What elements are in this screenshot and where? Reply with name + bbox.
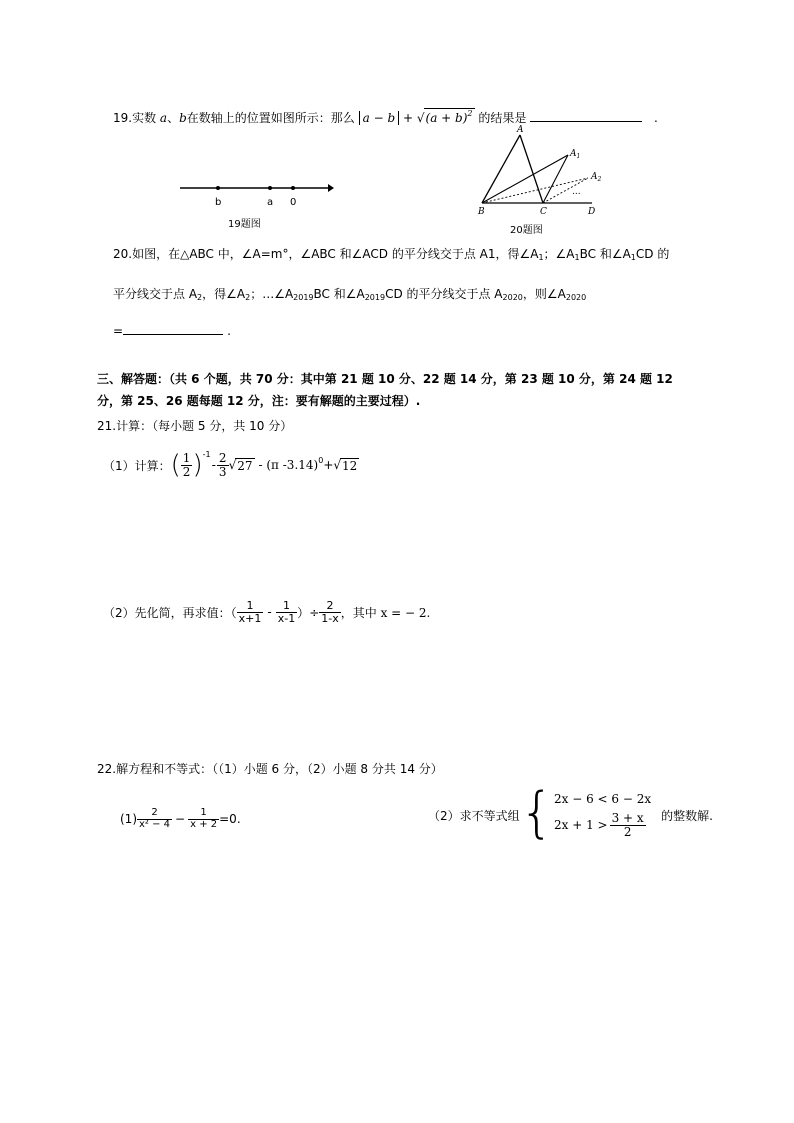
frac-num: 2 <box>218 450 227 465</box>
answer-blank[interactable] <box>123 322 223 335</box>
sqrt-27: 27 <box>237 458 253 473</box>
pi-term: - (π -3.14) <box>258 458 319 472</box>
frac-num: 1 <box>276 600 297 613</box>
label-A2 <box>590 172 602 183</box>
q19-sep: 、 <box>167 111 180 125</box>
label-A1-letter: A <box>570 149 577 159</box>
label-a: a <box>267 197 274 208</box>
fraction-1-over-x-minus-1 <box>276 600 297 624</box>
sub-2019: 2019 <box>293 293 314 302</box>
q21-p2-tail: ，其中 x = − 2. <box>340 605 431 620</box>
frac-num: 2 <box>137 808 172 820</box>
q20-line2-f: ，则∠A <box>522 287 566 301</box>
q21-p2-label: （2）先化简，再求值：（ <box>103 605 237 620</box>
q20-line2-d: BC 和∠A <box>313 287 365 301</box>
minus-sign: - <box>211 458 216 472</box>
frac-den: 3 <box>218 464 227 479</box>
exponent-zero: 0 <box>318 456 324 465</box>
side-AC <box>520 135 543 203</box>
inequality-2-left: 2x + 1 > <box>554 818 608 832</box>
frac-num: 1 <box>182 450 191 465</box>
minus-sign: - <box>267 605 272 620</box>
right-paren: ) <box>192 450 203 480</box>
abs-expression: a − b <box>359 111 400 125</box>
q20-line3-b: . <box>227 324 231 338</box>
q20-line1-c: BC 和∠A <box>579 247 631 261</box>
plus-sign: + <box>323 458 334 472</box>
frac-den: x-1 <box>277 611 296 625</box>
q20-line1-a: 20.如图，在△ABC 中，∠A=m°，∠ABC 和∠ACD 的平分线交于点 A1，得∠A <box>113 247 539 261</box>
label-A2-sub: 2 <box>597 176 602 183</box>
left-paren: ( <box>170 450 181 480</box>
arrow-head-icon <box>328 184 334 192</box>
inequality-1: 2x − 6 < 6 − 2x <box>554 791 652 806</box>
var-b: b <box>179 111 187 125</box>
q20-line1-b: ；∠A <box>543 247 575 261</box>
q22-p2-label: （2）求不等式组 <box>428 808 520 823</box>
q22-p2-tail: 的整数解. <box>661 808 713 823</box>
frac-den: x² − 4 <box>139 818 171 830</box>
fraction-two-thirds <box>217 452 229 478</box>
sub-1: 1 <box>574 253 580 262</box>
point-a <box>268 186 272 190</box>
label-C: C <box>540 207 547 217</box>
q22-part2 <box>428 781 713 844</box>
label-b: b <box>215 197 222 208</box>
fraction-1-over-x-plus-1 <box>237 600 264 624</box>
q19-suffix: 的结果是 <box>478 111 527 125</box>
sqrt-inner: (a + b) <box>425 111 468 125</box>
sub-2019: 2019 <box>364 293 386 302</box>
label-A2-letter: A <box>591 172 598 182</box>
label-B: B <box>478 207 485 217</box>
frac-den: x+1 <box>238 611 262 625</box>
var-a: a <box>159 111 168 125</box>
number-line-figure <box>170 175 350 235</box>
point-0 <box>291 186 295 190</box>
inequality-2 <box>554 812 651 838</box>
inequality-system <box>554 792 651 838</box>
q20-line2-e: CD 的平分线交于点 A <box>385 287 503 301</box>
sub-2: 2 <box>245 293 251 302</box>
minus-sign: − <box>175 812 186 826</box>
q20-line3-a: = <box>113 324 124 338</box>
label-A1-sub: 1 <box>576 153 581 160</box>
fraction-3-plus-x-over-2 <box>610 812 646 838</box>
section-heading-2: 分，第 25、26 题每题 12 分，注：要有解题的主要过程）. <box>97 394 421 408</box>
q19-prefix: 19.实数 <box>113 111 157 125</box>
sub-1: 1 <box>538 253 544 262</box>
plus-sign: + <box>402 111 414 125</box>
sqrt-symbol: √ <box>228 458 237 472</box>
frac-num: 3 + x <box>611 810 644 825</box>
q19-middle: 在数轴上的位置如图所示：那么 <box>186 111 355 125</box>
q20-line2 <box>113 285 586 302</box>
q20-line2-a: 平分线交于点 A <box>113 287 198 301</box>
q20-line1-d: CD 的 <box>635 247 670 261</box>
label-D: D <box>588 207 596 217</box>
divide-sign: ）÷ <box>297 605 320 620</box>
fraction-2-over-x2-minus-4 <box>137 808 172 830</box>
dots: ... <box>572 187 581 197</box>
sub-2: 2 <box>197 293 203 302</box>
sqrt-12: 12 <box>342 458 358 473</box>
fraction-2-over-1-minus-x <box>319 600 340 624</box>
frac-num: 1 <box>237 600 264 613</box>
triangle-figure <box>470 120 620 245</box>
fig19-caption: 19题图 <box>228 219 261 230</box>
q20-line3 <box>113 322 231 338</box>
frac-den: 2 <box>182 464 191 479</box>
q20-line2-c: ；…∠A <box>250 287 294 301</box>
q20-line1 <box>113 245 669 262</box>
q22-title: 22.解方程和不等式：（（1）小题 6 分，（2）小题 8 分共 14 分） <box>97 762 443 776</box>
q21-part2 <box>103 600 430 624</box>
point-b <box>216 186 220 190</box>
frac-num: 1 <box>188 808 219 820</box>
frac-num: 2 <box>319 600 340 613</box>
fraction-half <box>181 452 193 478</box>
sub-2020: 2020 <box>502 293 523 302</box>
sqrt-exponent: 2 <box>467 109 473 118</box>
section-heading: 三、解答题：（共 6 个题，共 70 分：其中第 21 题 10 分、22 题 14 分，第 23 题 10 分，第 24 题 12 <box>97 372 673 386</box>
sub-2020: 2020 <box>565 293 587 302</box>
frac-den: 2 <box>623 824 632 839</box>
fraction-1-over-x-plus-2 <box>188 808 219 830</box>
q19-end: . <box>654 111 658 125</box>
q21-p1-label: （1）计算： <box>103 458 171 473</box>
q20-line2-b: ，得∠A <box>202 287 246 301</box>
fig20-caption: 20题图 <box>510 225 543 236</box>
sqrt-expression <box>424 108 475 125</box>
label-A: A <box>517 125 524 135</box>
q22-part1 <box>120 808 241 830</box>
frac-den: 1-x <box>321 611 339 625</box>
exponent: -1 <box>202 450 211 459</box>
sub-1: 1 <box>630 253 636 262</box>
frac-den: x + 2 <box>190 818 218 830</box>
label-A1 <box>569 149 580 160</box>
q22-p1-tail: =0. <box>219 812 241 826</box>
sqrt-symbol: √ <box>333 458 342 472</box>
q21-part1 <box>103 450 359 480</box>
brace-icon: { <box>519 781 554 844</box>
q21-title: 21.计算：（每小题 5 分，共 10 分） <box>97 419 293 433</box>
q22-p1-label: (1) <box>120 812 137 826</box>
label-0: 0 <box>290 197 297 208</box>
sqrt-symbol: √ <box>416 111 425 125</box>
